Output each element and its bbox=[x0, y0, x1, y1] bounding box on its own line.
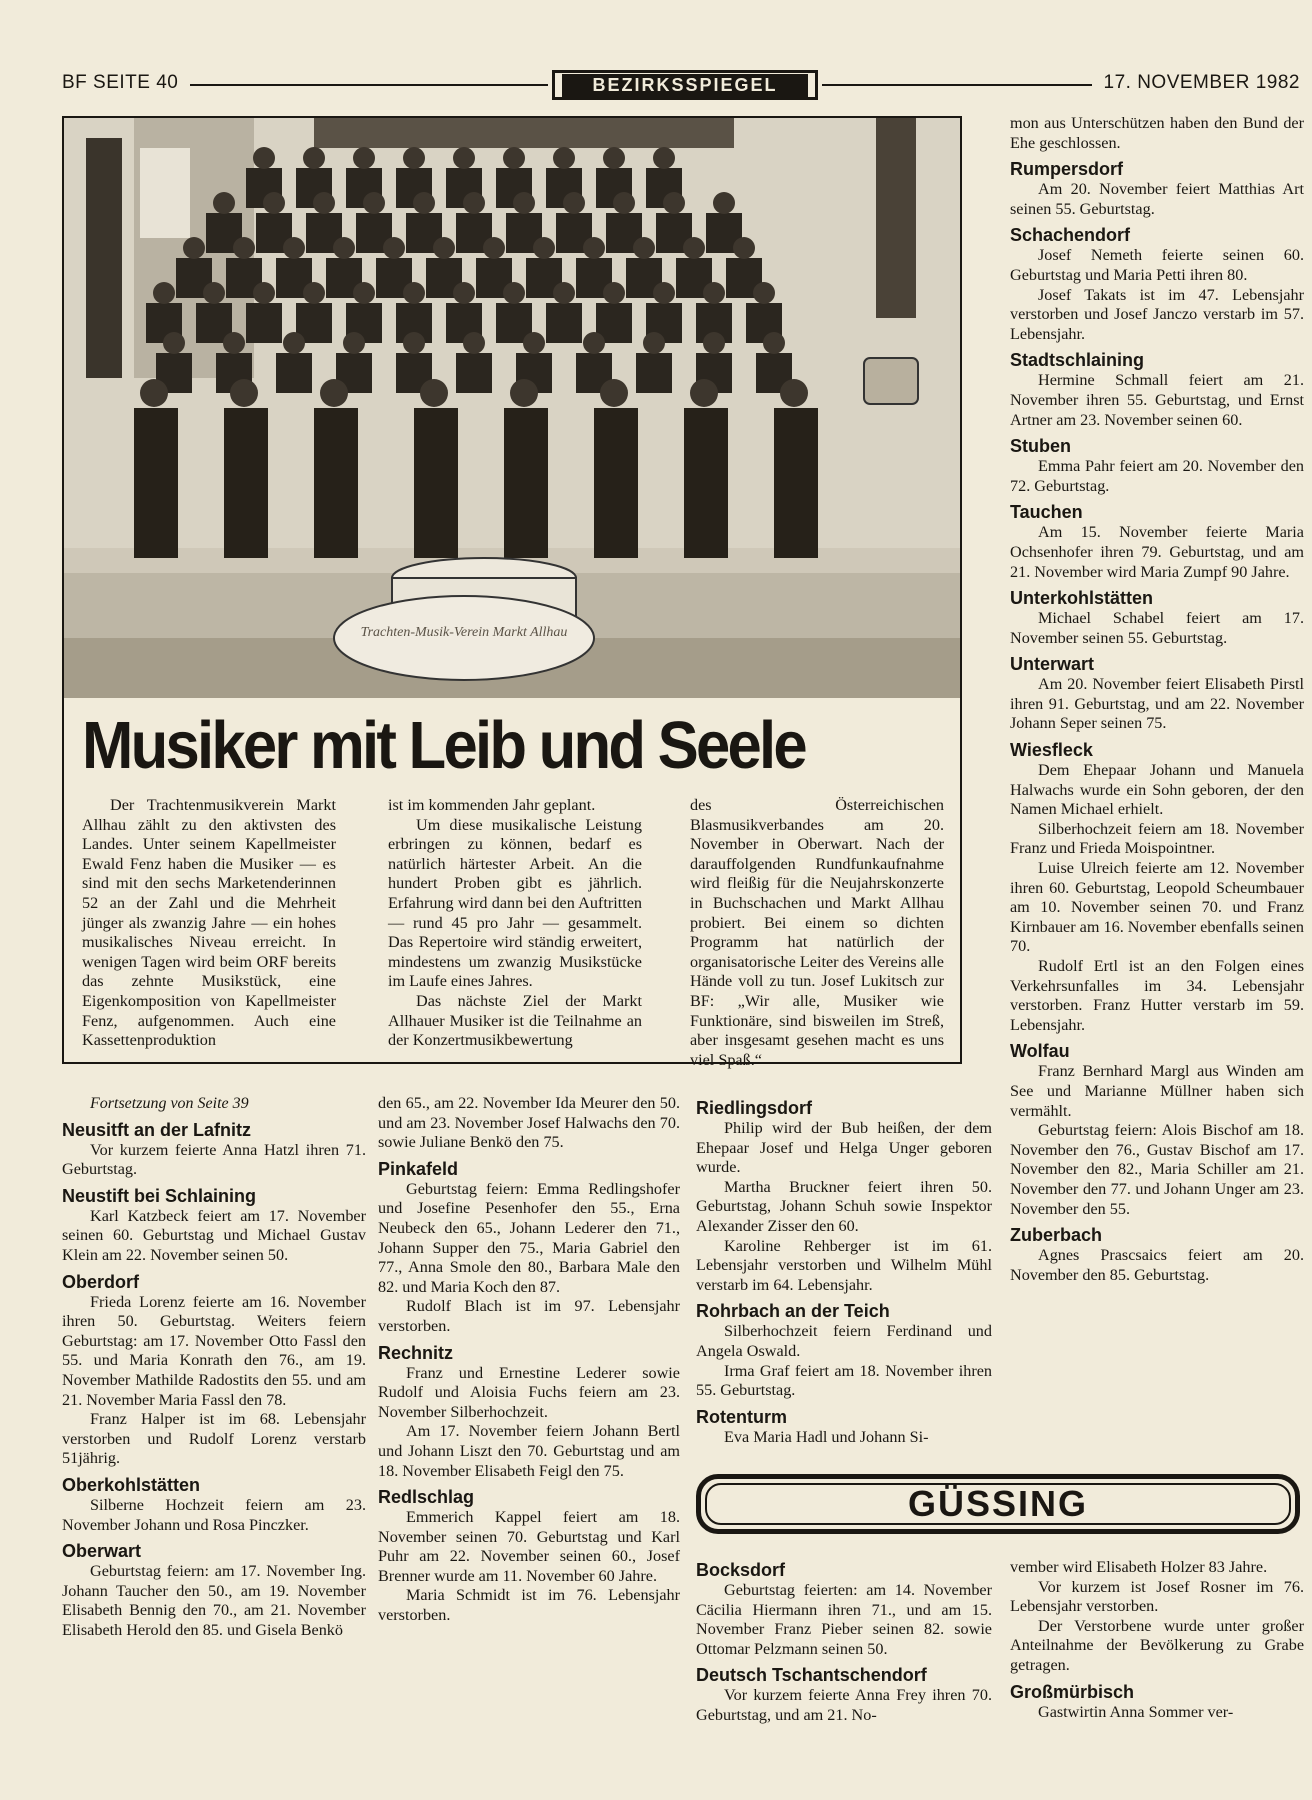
musician bbox=[503, 282, 525, 304]
news-item: Agnes Prascsaics feiert am 20. November den 85. Geburtstag. bbox=[1010, 1246, 1304, 1284]
feature-column-1 bbox=[82, 796, 336, 1051]
place-heading: Oberkohlstätten bbox=[62, 1474, 201, 1495]
continuation-note: Fortsetzung von Seite 39 bbox=[90, 1095, 249, 1112]
right-column bbox=[1010, 114, 1304, 1285]
musician bbox=[333, 237, 355, 259]
musician bbox=[303, 282, 325, 304]
musician bbox=[456, 353, 492, 393]
musician bbox=[523, 332, 545, 354]
musician bbox=[153, 282, 175, 304]
news-item: Eva Maria Hadl und Johann Si- bbox=[724, 1427, 929, 1446]
musician bbox=[223, 332, 245, 354]
musician bbox=[533, 237, 555, 259]
place-heading: Deutsch Tschantschendorf bbox=[696, 1665, 927, 1686]
musician bbox=[483, 237, 505, 259]
musician bbox=[763, 332, 785, 354]
musician bbox=[603, 147, 625, 169]
musician bbox=[463, 332, 485, 354]
musician bbox=[653, 282, 675, 304]
musician bbox=[643, 332, 665, 354]
musician bbox=[183, 237, 205, 259]
gussing-column-right bbox=[1010, 1558, 1304, 1722]
musician bbox=[313, 192, 335, 214]
musician bbox=[663, 192, 685, 214]
musician bbox=[383, 237, 405, 259]
place-heading: Rohrbach an der Teich bbox=[696, 1301, 890, 1322]
musician bbox=[163, 332, 185, 354]
news-item: Silberhochzeit feiern Ferdinand und Angela Oswald. bbox=[696, 1322, 992, 1360]
place-heading: Oberwart bbox=[62, 1541, 142, 1562]
musician bbox=[583, 332, 605, 354]
place-heading: Tauchen bbox=[1010, 502, 1083, 523]
musician bbox=[510, 379, 538, 407]
musician bbox=[263, 192, 285, 214]
musician bbox=[213, 192, 235, 214]
musician bbox=[363, 192, 385, 214]
musician bbox=[246, 303, 282, 343]
news-item: Rudolf Blach ist im 97. Lebensjahr verstorben. bbox=[378, 1297, 680, 1335]
news-item: Vor kurzem feierte Anna Frey ihren 70. Geburtstag, und am 21. No- bbox=[696, 1686, 992, 1724]
news-item: Josef Takats ist im 47. Lebensjahr verstorben und Josef Janczo verstarb im 57. Lebensjahr. bbox=[1010, 285, 1304, 343]
region-banner-gussing bbox=[696, 1474, 1300, 1534]
section-masthead bbox=[552, 70, 818, 100]
header-rule-left bbox=[190, 84, 548, 86]
feature-headline: Musiker mit Leib und Seele bbox=[82, 708, 805, 783]
musician bbox=[230, 379, 258, 407]
header-rule-right bbox=[822, 84, 1092, 86]
news-item: Am 15. November feierte Maria Ochsenhofer ihren 79. Geburtstag, und am 21. November wird Maria Zumpf 90 Jahre. bbox=[1010, 523, 1304, 581]
drum-inscription: Trachten-Musik-Verein Markt Allhau bbox=[360, 625, 568, 640]
news-item: Michael Schabel feiert am 17. November seinen 55. Geburtstag. bbox=[1010, 609, 1304, 647]
news-item: Geburtstag feiern: am 17. November Ing. Johann Taucher den 50., am 19. November Elisabeth Bennig den 70., am 21. November Elisabeth Herold den 85. und Gisela Benkö bbox=[62, 1562, 366, 1639]
feature-paragraph: Der Trachtenmusikverein Markt Allhau zählt zu den aktivsten des Landes. Unter seinem Kapellmeister Ewald Fenz haben die Musiker — es sind mit den sechs Marketenderinnen 52 an der Zahl und die Mehrheit jünger als zwanzig Jahre — ein hohes musikalisches Niveau erreicht. In wenigen Tagen wird beim ORF bereits das zehnte Musikstück, eine Eigenkomposition von Kapellmeister Fenz, aufgenommen. Auch eine Kassettenproduktion bbox=[82, 796, 336, 1050]
feature-paragraph: ist im kommenden Jahr geplant. bbox=[388, 796, 596, 814]
news-item: Karoline Rehberger ist im 61. Lebensjahr verstorben und Wilhelm Mühl verstarb im 64. Lebensjahr. bbox=[696, 1236, 992, 1294]
musician bbox=[563, 192, 585, 214]
feature-paragraph: des Österreichischen Blasmusikverbandes am 20. November in Oberwart. Nach der darauffolgenden Rundfunkaufnahme wird fleißig für die Neujahrskonzerte in Buchschachen und Markt Allhau probiert. Bei einem so dichten Programm hat natürlich der organisatorische Leiter des Vereins alle Hände voll zu tun. Josef Lukitsch zur BF: „Wir alle, Musiker wie Funktionäre, sind bisweilen im Streß, aber insgesamt gesehen macht es uns viel Spaß.“ bbox=[690, 796, 944, 1069]
region-title: GÜSSING bbox=[907, 1483, 1089, 1524]
news-item: Irma Graf feiert am 18. November ihren 55. Geburtstag. bbox=[696, 1361, 992, 1400]
place-heading: Oberdorf bbox=[62, 1271, 140, 1292]
news-item: Der Verstorbene wurde unter großer Anteilnahme der Bevölkerung zu Grabe getragen. bbox=[1010, 1616, 1304, 1674]
news-item: Geburtstag feiern: Alois Bischof am 18. November den 76., Gustav Bischof am 17. November den 82., Maria Schiller am 21. November den 77. und Johann Unger am 23. November den 55. bbox=[1010, 1121, 1304, 1218]
feature-column-2 bbox=[388, 796, 642, 1051]
musician bbox=[613, 192, 635, 214]
musician bbox=[253, 282, 275, 304]
place-heading: Stuben bbox=[1010, 436, 1071, 457]
news-item: Frieda Lorenz feierte am 16. November ihren 50. Geburtstag. Weiters feiern Geburtstag: am 17. November Otto Fassl den 55. und Maria Konrath den 76., am 19. November Mathilde Radostits den 55. und am 21. November Maria Fassl den 78. bbox=[62, 1292, 366, 1409]
place-heading: Großmürbisch bbox=[1010, 1681, 1135, 1702]
bottom-column-3 bbox=[696, 1092, 992, 1447]
musician bbox=[513, 192, 535, 214]
musician bbox=[636, 353, 672, 393]
musician bbox=[420, 379, 448, 407]
news-item: Am 17. November feiern Johann Bertl und Johann Liszt den 70. Geburtstag und am 18. November Elisabeth Feigl den 75. bbox=[378, 1422, 680, 1480]
news-item: Geburtstag feiern: Emma Redlingshofer und Josefine Pesenhofer den 55., Erna Neubeck den 65., Johann Lederer den 71., Johann Supper den 75., Maria Gabriel den 77., Anna Smole den 80., Barbara Male den 82. und Maria Koch den 87. bbox=[378, 1179, 680, 1296]
news-item: Josef Nemeth feierte seinen 60. Geburtstag und Maria Petti ihren 80. bbox=[1010, 246, 1304, 284]
musician bbox=[713, 192, 735, 214]
feature-paragraph: Das nächste Ziel der Markt Allhauer Musiker ist die Teilnahme an der Konzertmusikbewertung bbox=[388, 991, 642, 1050]
musician bbox=[594, 408, 638, 558]
musician bbox=[224, 408, 268, 558]
news-item: Karl Katzbeck feiert am 17. November seinen 60. Geburtstag und Michael Gustav Klein am 22. November seinen 50. bbox=[62, 1206, 366, 1264]
musician bbox=[653, 147, 675, 169]
section-title: BEZIRKSSPIEGEL bbox=[562, 74, 807, 97]
musician bbox=[753, 282, 775, 304]
musician bbox=[583, 237, 605, 259]
musician bbox=[453, 147, 475, 169]
news-item: vember wird Elisabeth Holzer 83 Jahre. bbox=[1010, 1558, 1268, 1576]
musician bbox=[504, 408, 548, 558]
musician bbox=[683, 237, 705, 259]
place-heading: Pinkafeld bbox=[378, 1158, 459, 1179]
musician bbox=[314, 408, 358, 558]
musician bbox=[546, 303, 582, 343]
band-photo bbox=[64, 118, 960, 698]
musician bbox=[553, 147, 575, 169]
feature-column-3 bbox=[690, 796, 944, 1070]
musician bbox=[703, 282, 725, 304]
news-item: Dem Ehepaar Johann und Manuela Halwachs wurde ein Sohn geboren, der den Namen Michael erhielt. bbox=[1010, 761, 1304, 819]
musician bbox=[276, 353, 312, 393]
place-heading: Schachendorf bbox=[1010, 225, 1131, 246]
musician bbox=[283, 332, 305, 354]
news-item: Silberhochzeit feiern am 18. November Franz und Frieda Moispointner. bbox=[1010, 819, 1304, 858]
musician bbox=[503, 147, 525, 169]
musician bbox=[553, 282, 575, 304]
news-item: Franz und Ernestine Lederer sowie Rudolf und Aloisia Fuchs feiern am 23. November Silberhochzeit. bbox=[378, 1363, 680, 1421]
place-heading: Neusitft an der Lafnitz bbox=[62, 1119, 252, 1140]
news-item: Rudolf Ertl ist an den Folgen eines Verkehrsunfalles im 34. Lebensjahr verstorben. Franz Hutter verstarb im 59. Lebensjahr. bbox=[1010, 957, 1304, 1034]
place-heading: Rotenturm bbox=[696, 1406, 787, 1427]
musician bbox=[203, 282, 225, 304]
musician bbox=[463, 192, 485, 214]
musician bbox=[414, 408, 458, 558]
musician bbox=[603, 282, 625, 304]
musician bbox=[303, 147, 325, 169]
news-item: mon aus Unterschützen haben den Bund der Ehe geschlossen. bbox=[1010, 114, 1304, 152]
news-item: Emma Pahr feiert am 20. November den 72. Geburtstag. bbox=[1010, 457, 1304, 495]
place-heading: Rumpersdorf bbox=[1010, 159, 1124, 180]
place-heading: Bocksdorf bbox=[696, 1560, 786, 1580]
musician bbox=[403, 282, 425, 304]
musician bbox=[253, 147, 275, 169]
place-heading: Redlschlag bbox=[378, 1487, 475, 1508]
musician bbox=[733, 237, 755, 259]
news-item: Maria Schmidt ist im 76. Lebensjahr verstorben. bbox=[378, 1586, 680, 1625]
musician bbox=[690, 379, 718, 407]
place-heading: Riedlingsdorf bbox=[696, 1098, 812, 1118]
musician bbox=[684, 408, 728, 558]
bottom-column-2 bbox=[378, 1094, 680, 1626]
musician bbox=[433, 237, 455, 259]
place-heading: Wiesfleck bbox=[1010, 740, 1093, 761]
musician bbox=[413, 192, 435, 214]
place-heading: Unterwart bbox=[1010, 654, 1095, 675]
place-heading: Unterkohlstätten bbox=[1010, 588, 1154, 609]
gussing-column-left bbox=[696, 1554, 992, 1726]
place-heading: Wolfau bbox=[1010, 1041, 1070, 1062]
place-heading: Stadtschlaining bbox=[1010, 350, 1145, 371]
musician bbox=[403, 147, 425, 169]
news-item: Franz Bernhard Margl aus Winden am See und Marianne Müllner haben sich vermählt. bbox=[1010, 1062, 1304, 1120]
news-item: Am 20. November feiert Matthias Art seinen 55. Geburtstag. bbox=[1010, 180, 1304, 218]
musician bbox=[633, 237, 655, 259]
news-item: Gastwirtin Anna Sommer ver- bbox=[1038, 1702, 1234, 1721]
page-number: BF SEITE 40 bbox=[62, 72, 179, 93]
musician bbox=[403, 332, 425, 354]
news-item: Luise Ulreich feierte am 12. November ihren 60. Geburtstag, Leopold Scheumbauer am 10. November seinen 70. und Franz Kirnbauer am 16. November ebenfalls seinen 70. bbox=[1010, 859, 1304, 956]
musician bbox=[703, 332, 725, 354]
musician bbox=[453, 282, 475, 304]
news-item: Geburtstag feierten: am 14. November Cäcilia Hiermann ihren 71., und am 15. November Franz Pieber seinen 82. sowie Ottomar Pelzmann seinen 50. bbox=[696, 1581, 992, 1658]
news-item: Vor kurzem feierte Anna Hatzl ihren 71. Geburtstag. bbox=[62, 1140, 366, 1179]
news-item: Vor kurzem ist Josef Rosner im 76. Lebensjahr verstorben. bbox=[1010, 1577, 1304, 1616]
musician bbox=[134, 408, 178, 558]
news-item: Philip wird der Bub heißen, der dem Ehepaar Josef und Helga Unger geboren wurde. bbox=[696, 1119, 992, 1177]
musician bbox=[353, 147, 375, 169]
place-heading: Zuberbach bbox=[1010, 1225, 1103, 1246]
news-item: Emmerich Kappel feiert am 18. November seinen 70. Geburtstag und Karl Puhr am 22. November seinen 60., Josef Brenner wurde am 11. November 60 Jahre. bbox=[378, 1508, 680, 1585]
musician bbox=[283, 237, 305, 259]
musician bbox=[600, 379, 628, 407]
musician bbox=[233, 237, 255, 259]
news-item: Silberne Hochzeit feiern am 23. November Johann und Rosa Pinczker. bbox=[62, 1495, 366, 1534]
news-item: Franz Halper ist im 68. Lebensjahr verstorben und Rudolf Lorenz verstarb 51jährig. bbox=[62, 1410, 366, 1468]
bottom-column-1 bbox=[62, 1094, 366, 1640]
feature-paragraph: Um diese musikalische Leistung erbringen zu können, bedarf es natürlich härtester Arbeit. An die hundert Proben gibt es jährlich. Erfahrung wird dann bei den Auftritten — rund 45 pro Jahr — gesammelt. Das Repertoire wird ständig erweitert, mindestens um zwanzig Musikstücke im Laufe eines Jahres. bbox=[388, 815, 642, 991]
musician bbox=[780, 379, 808, 407]
musician bbox=[320, 379, 348, 407]
issue-date: 17. NOVEMBER 1982 bbox=[1103, 72, 1300, 93]
musician bbox=[343, 332, 365, 354]
musician bbox=[140, 379, 168, 407]
musician bbox=[353, 282, 375, 304]
news-item: Hermine Schmall feiert am 21. November ihren 55. Geburtstag, und Ernst Artner am 23. November seinen 60. bbox=[1010, 371, 1304, 429]
news-item: Am 20. November feiert Elisabeth Pirstl ihren 91. Geburtstag, und am 22. November Johann Seper seinen 75. bbox=[1010, 675, 1304, 733]
news-item: den 65., am 22. November Ida Meurer den 50. und am 23. November Josef Halwachs den 70. sowie Juliane Benkö den 75. bbox=[378, 1094, 680, 1152]
musician bbox=[774, 408, 818, 558]
place-heading: Neustift bei Schlaining bbox=[62, 1185, 257, 1206]
news-item: Martha Bruckner feiert ihren 50. Geburtstag, Johann Schuh sowie Inspektor Alexander Zisser den 60. bbox=[696, 1177, 992, 1235]
place-heading: Rechnitz bbox=[378, 1342, 454, 1363]
